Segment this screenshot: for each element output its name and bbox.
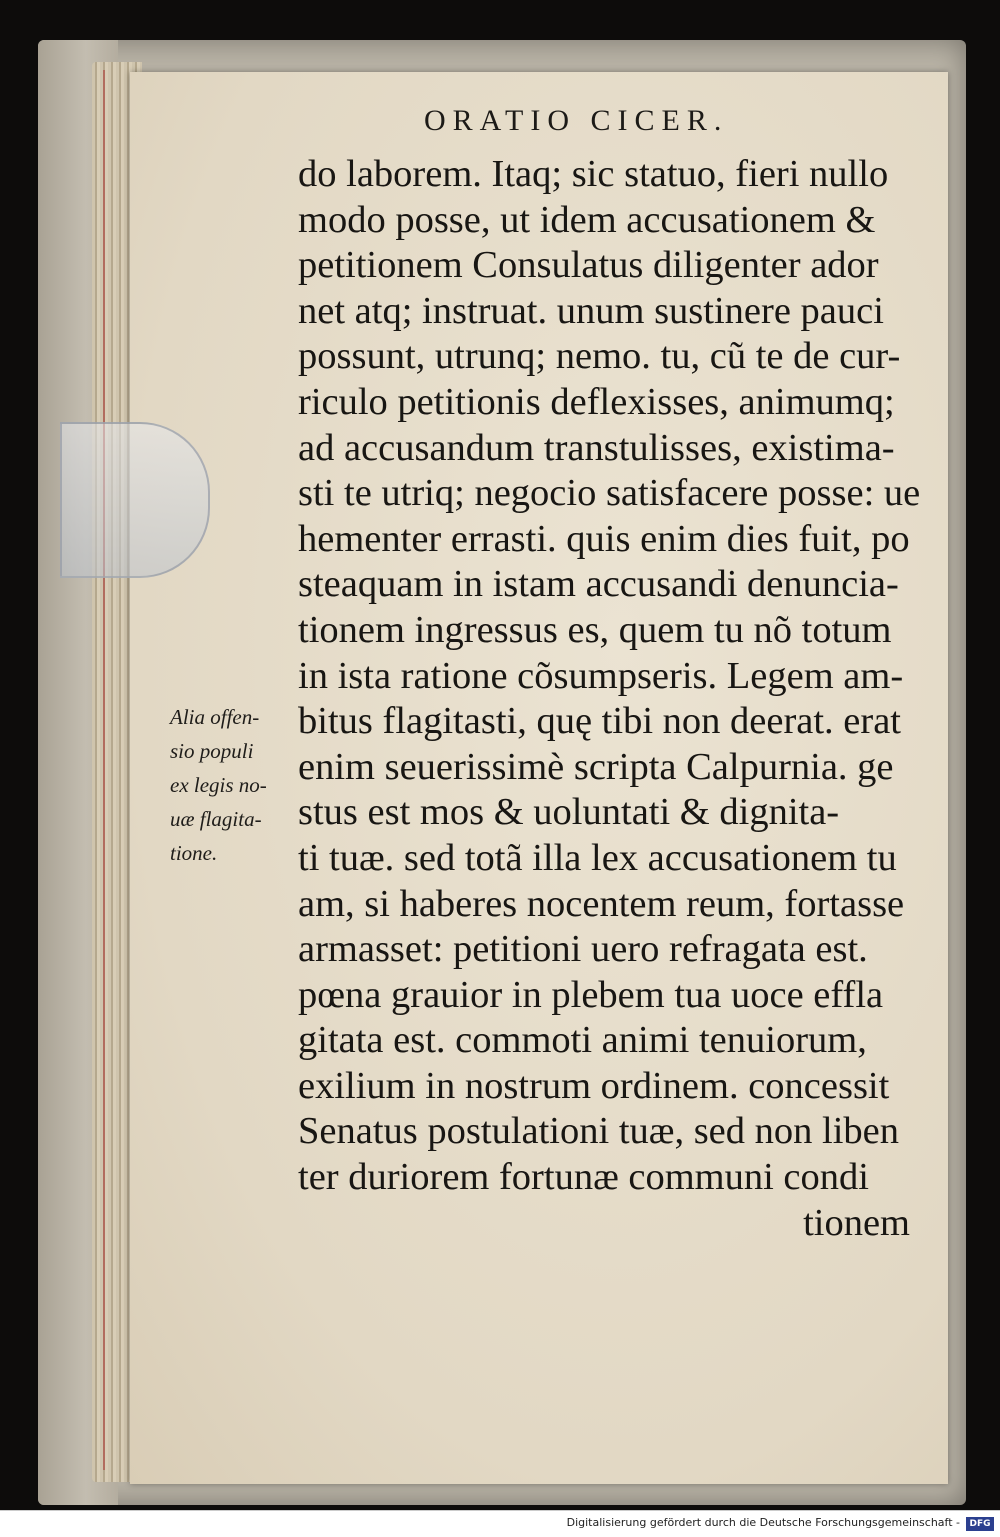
- text-line: armasset: petitioni uero refragata est.: [298, 928, 868, 971]
- page-edge-red-mark: [103, 70, 105, 1470]
- text-line: riculo petitionis deflexisses, animumq;: [298, 380, 895, 423]
- text-line: enim seuerissimè scripta Calpurnia. ge: [298, 745, 894, 788]
- footer-bar: [0, 1510, 1000, 1537]
- text-line: ti tuæ. sed totã illa lex accusationem tu: [298, 836, 897, 879]
- text-line: gitata est. commoti animi tenuiorum,: [298, 1019, 867, 1062]
- dfg-logo: DFG: [966, 1517, 994, 1531]
- running-head: ORATIO CICER.: [424, 104, 729, 137]
- text-line: exilium in nostrum ordinem. concessit: [298, 1064, 890, 1107]
- text-line: pœna grauior in plebem tua uoce effla: [298, 973, 884, 1016]
- text-line: possunt, utrunq; nemo. tu, cũ te de cur-: [298, 335, 901, 378]
- text-line: ter duriorem fortunæ communi condi: [298, 1156, 869, 1199]
- text-line: ad accusandum transtulisses, existima-: [298, 426, 895, 469]
- text-line: net atq; instruat. unum sustinere pauci: [298, 289, 884, 332]
- margin-note: [170, 700, 300, 870]
- text-line: do laborem. Itaq; sic statuo, fieri nullo: [298, 153, 889, 195]
- text-line: in ista ratione cõsumpseris. Legem am-: [298, 654, 904, 697]
- margin-note-line: tione.: [170, 841, 218, 865]
- text-line: modo posse, ut idem accusationem &: [298, 198, 876, 241]
- text-line: petitionem Consulatus diligenter ador: [298, 244, 879, 287]
- margin-note-line: uæ flagita-: [170, 807, 262, 831]
- text-line: hementer errasti. quis enim dies fuit, po: [298, 517, 910, 560]
- plastic-clip: [60, 422, 210, 578]
- text-line: am, si haberes nocentem reum, fortasse: [298, 882, 905, 925]
- text-line: sti te utriq; negocio satisfacere posse: ue: [298, 472, 921, 515]
- margin-note-line: Alia offen-: [170, 705, 260, 729]
- body-text: [298, 152, 938, 1246]
- text-line: Senatus postulationi tuæ, sed non liben: [298, 1110, 899, 1153]
- margin-note-line: ex legis no-: [170, 773, 267, 797]
- text-line: tionem ingressus es, quem tu nõ totum: [298, 608, 892, 651]
- text-line: tionem: [803, 1201, 910, 1244]
- text-line: steaquam in istam accusandi denuncia-: [298, 563, 899, 606]
- margin-note-line: sio populi: [170, 739, 254, 763]
- text-line: bitus flagitasti, quę tibi non deerat. erat: [298, 700, 901, 743]
- text-line: stus est mos & uoluntati & dignita-: [298, 791, 840, 834]
- footer-credit: Digitalisierung gefördert durch die Deutsche Forschungsgemeinschaft -: [566, 1516, 960, 1529]
